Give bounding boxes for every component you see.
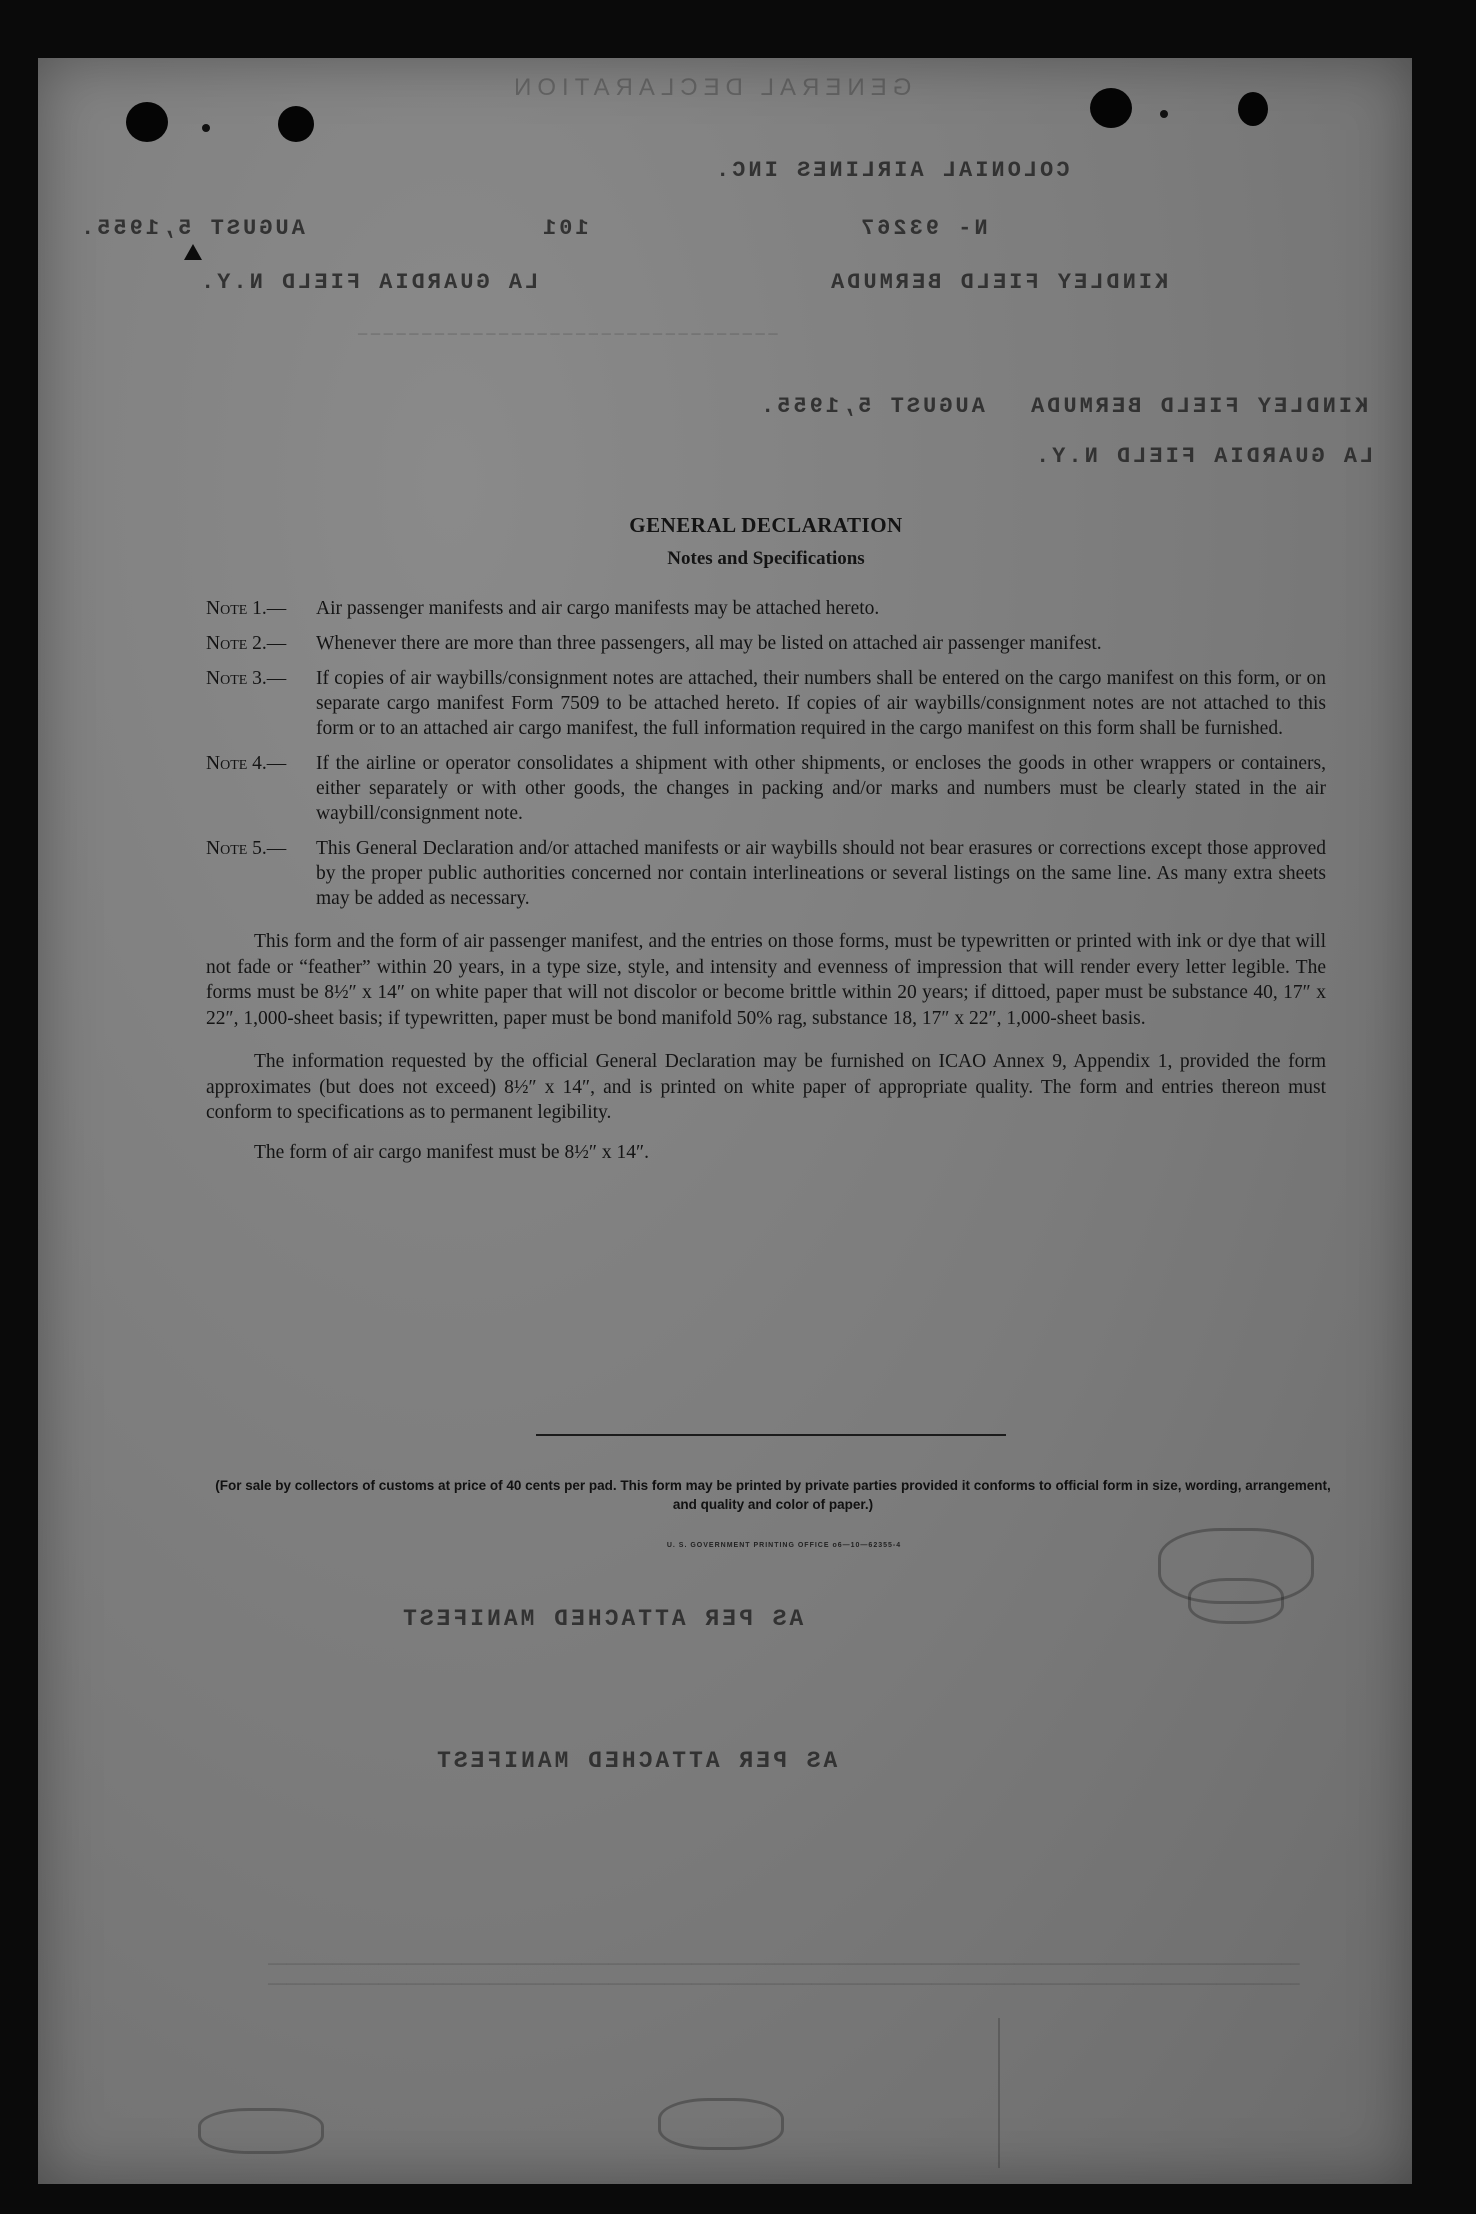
punch-hole <box>1090 88 1132 128</box>
handwriting-mark <box>1188 1578 1284 1624</box>
note-label: Note 5.— <box>206 838 287 859</box>
divider-rule <box>536 1434 1006 1436</box>
note-text: If copies of air waybills/consignment notes are attached, their numbers shall be entered on the cargo manifest on this form, or on separate cargo manifest Form 7509 to be attached hereto. If copies of air waybills/consignment notes are not attached to this form or to an attached air cargo manifest, the full information required in the cargo manifest on this form shall be furnished. <box>316 668 1326 739</box>
note-2 <box>206 631 1326 656</box>
note-text: Whenever there are more than three passengers, all may be listed on attached air passenger manifest. <box>316 633 1102 654</box>
manifest-mark: AS PER ATTACHED MANIFEST <box>434 1748 838 1774</box>
date-mark: AUGUST 5,1955. <box>78 216 305 241</box>
itinerary-place-mark: KINDLEY FIELD BERMUDA <box>1028 394 1369 419</box>
declaration-title: GENERAL DECLARATION <box>629 513 903 537</box>
note-3 <box>206 666 1326 741</box>
ghost-line: ─ ─ ─ ─ ─ ─ ─ ─ ─ ─ ─ ─ ─ ─ ─ ─ ─ ─ ─ ─ ─ ─ ─ ─ ─ ─ ─ ─ ─ ─ ─ ─ ─ <box>358 326 778 341</box>
ghost-line: ──────────────────────────────────────────────────────────────────────────────────────────────────────────────── <box>268 1956 1300 1971</box>
sale-notice: (For sale by collectors of customs at price of 40 cents per pad. This form may be printed by private parties provided it conforms to official form in size, wording, arrangement, and quality and color of paper.) <box>215 1478 1331 1512</box>
note-label: Note 2.— <box>206 633 287 654</box>
itinerary-place-mark: LA GUARDIA FIELD N.Y. <box>1033 444 1374 469</box>
manifest-mark: AS PER ATTACHED MANIFEST <box>400 1606 804 1632</box>
note-label: Note 3.— <box>206 668 287 689</box>
punch-hole <box>1238 92 1268 126</box>
aircraft-reg-mark: N- 93267 <box>858 216 988 241</box>
note-label: Note 1.— <box>206 598 287 619</box>
note-label: Note 4.— <box>206 753 287 774</box>
flight-number-mark: 101 <box>540 216 589 241</box>
ghost-rule <box>998 2018 1000 2168</box>
note-text: If the airline or operator consolidates a shipment with other shipments, or encloses the goods in other wrappers or containers, either separately or with other goods, the changes in packing and/or marks and numbers must be clearly stated in the air waybill/consignment note. <box>316 753 1326 824</box>
paragraph-icao: The information requested by the official General Declaration may be furnished on ICAO Annex 9, Appendix 1, provided the form approximates (but does not exceed) 8½″ x 14″, and is printed on white paper of appropriate quality. The form and entries thereon must conform to specifications as to permanent legibility. <box>206 1051 1326 1123</box>
declaration-block <box>206 513 1326 1165</box>
handwriting-mark <box>198 2108 324 2154</box>
paragraph-form-requirements: This form and the form of air passenger manifest, and the entries on those forms, must be typewritten or printed with ink or dye that will not fade or “feather” within 20 years, in a type size, style, and intensity and evenness of impression that will render every letter legible. The forms must be 8½″ x 14″ on white paper that will not discolor or become brittle within 20 years; if dittoed, paper must be substance 40, 17″ x 22″, 1,000-sheet basis; if typewritten, paper must be bond manifold 50% rag, substance 18, 17″ x 22″, 1,000-sheet basis. <box>206 931 1326 1029</box>
corner-marker-icon <box>184 244 202 260</box>
departure-mark: KINDLEY FIELD BERMUDA <box>828 270 1169 295</box>
arrival-mark: LA GUARDIA FIELD N.Y. <box>198 270 539 295</box>
operator-mark: COLONIAL AIRLINES INC. <box>713 158 1070 183</box>
ghost-heading: GENERAL DECLARATION <box>508 74 912 101</box>
itinerary-date-mark: AUGUST 5,1955. <box>758 394 985 419</box>
punch-hole <box>126 102 168 142</box>
punch-hole <box>278 106 314 142</box>
note-text: Air passenger manifests and air cargo manifests may be attached hereto. <box>316 598 880 619</box>
handwriting-mark <box>658 2098 784 2150</box>
punch-mark <box>1160 110 1168 118</box>
ghost-line: ──────────────────────────────────────────────────────────────────────────────────────────────────────────────── <box>268 1976 1300 1991</box>
note-1 <box>206 596 1326 621</box>
punch-mark <box>202 124 210 132</box>
document-sheet <box>38 58 1412 2184</box>
printing-office-imprint: U. S. GOVERNMENT PRINTING OFFICE o6—10—62355-4 <box>666 1542 902 1549</box>
paragraph-cargo-size: The form of air cargo manifest must be 8½″ x 14″. <box>254 1141 649 1163</box>
note-4 <box>206 751 1326 826</box>
note-text: This General Declaration and/or attached manifests or air waybills should not bear erasures or corrections except those approved by the proper public authorities concerned nor contain interlineations or several listings on the same line. As many extra sheets may be added as necessary. <box>316 838 1326 909</box>
note-5 <box>206 836 1326 911</box>
declaration-subtitle: Notes and Specifications <box>667 548 865 569</box>
